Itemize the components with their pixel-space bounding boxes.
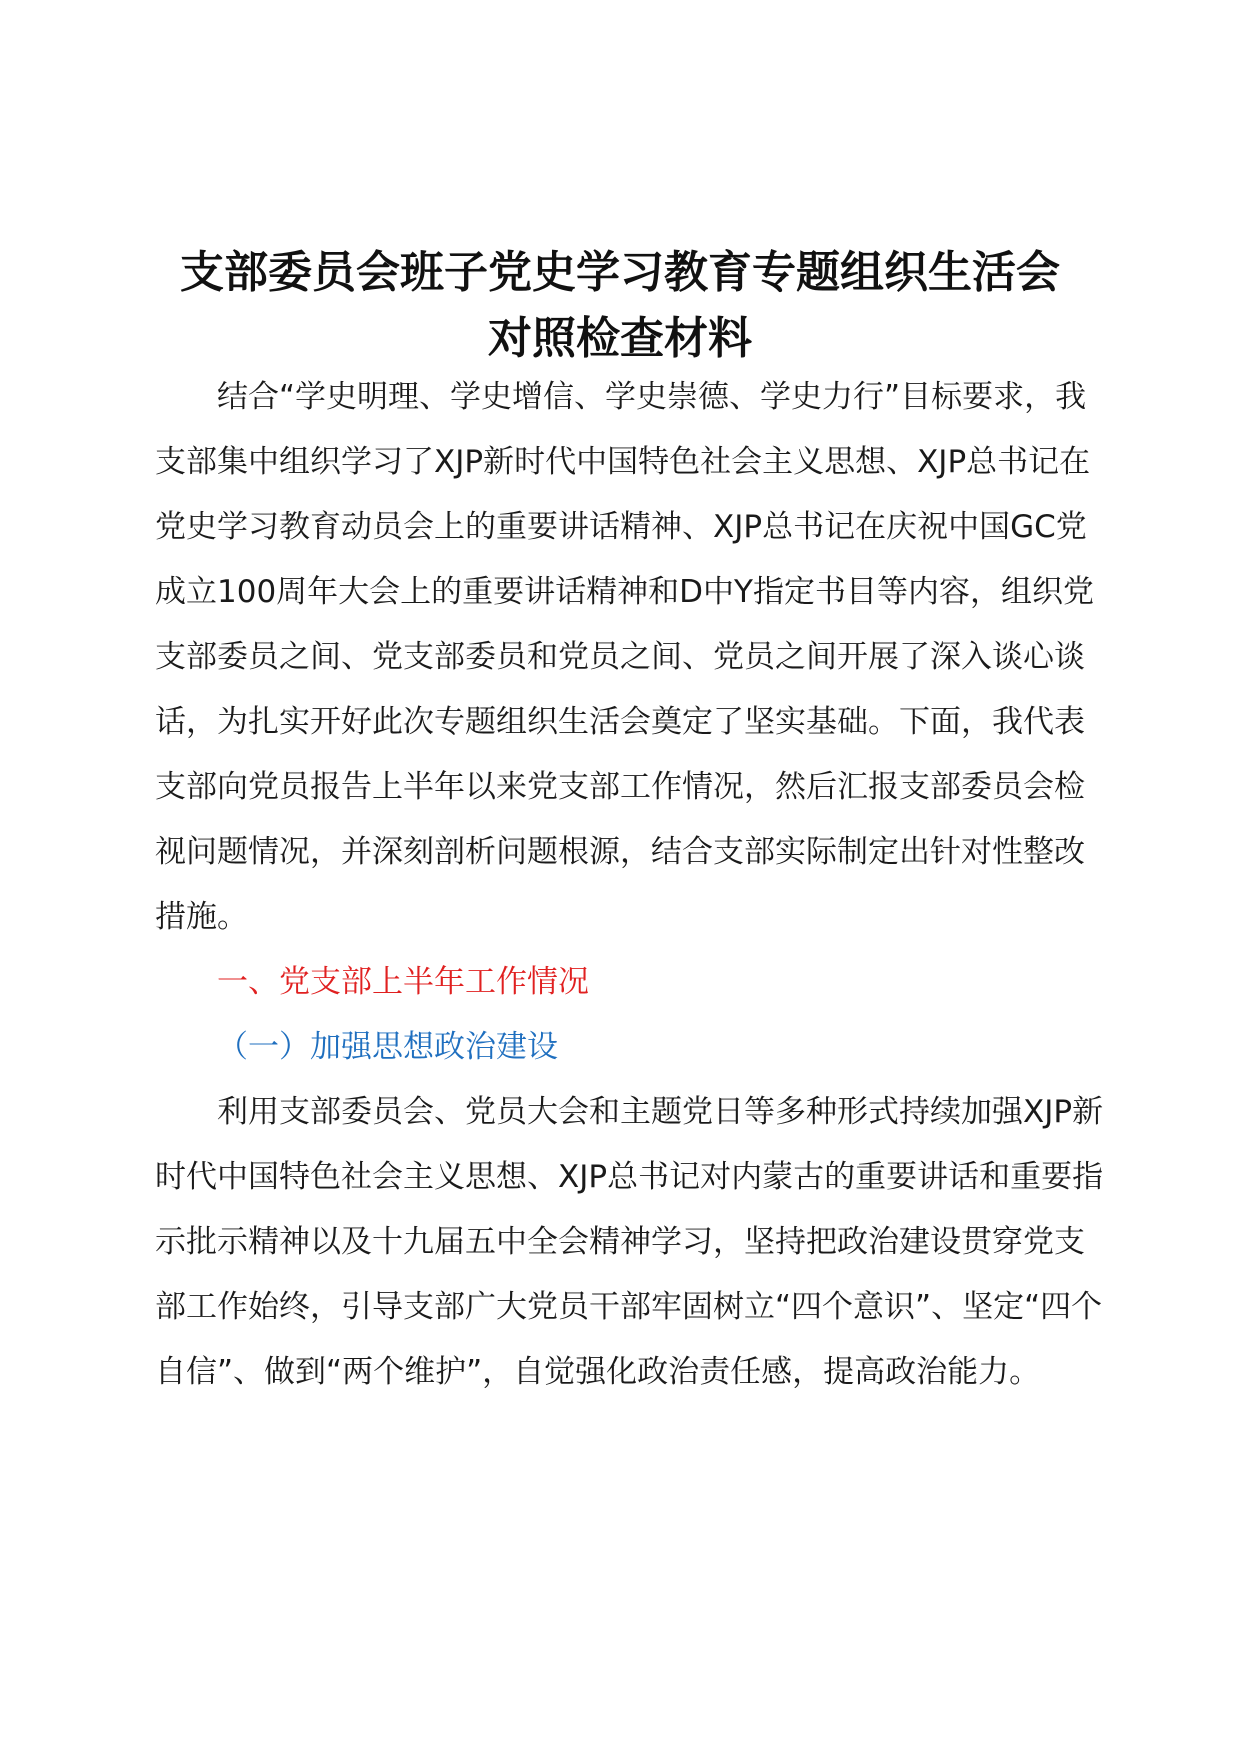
document-title: [120, 240, 1120, 372]
title-line-1: 支部委员会班子党史学习教育专题组织生活会: [180, 247, 1060, 298]
section-heading: 一、党支部上半年工作情况: [217, 964, 589, 1000]
subsection-paragraph: 利用支部委员会、党员大会和主题党日等多种形式持续加强XJP新时代中国特色社会主义思想、XJP总书记对内蒙古的重要讲话和重要指示批示精神以及十九届五中全会精神学习，坚持把政治建设贯穿党支部工作始终，引导支部广大党员干部牢固树立“四个意识”、坚定“四个自信”、做到“两个维护”，自觉强化政治责任感，提高政治能力。: [155, 1094, 1104, 1390]
intro-paragraph: 结合“学史明理、学史增信、学史崇德、学史力行”目标要求，我支部集中组织学习了XJP新时代中国特色社会主义思想、XJP总书记在党史学习教育动员会上的重要讲话精神、XJP总书记在庆祝中国GC党成立100周年大会上的重要讲话精神和D中Y指定书目等内容，组织党支部委员之间、党支部委员和党员之间、党员之间开展了深入谈心谈话，为扎实开好此次专题组织生活会奠定了坚实基础。下面，我代表支部向党员报告上半年以来党支部工作情况，然后汇报支部委员会检视问题情况，并深刻剖析问题根源，结合支部实际制定出针对性整改措施。: [155, 379, 1094, 935]
title-line-2: 对照检查材料: [488, 313, 752, 364]
document-body: [155, 365, 1115, 1405]
subsection-heading: （一）加强思想政治建设: [217, 1029, 558, 1065]
